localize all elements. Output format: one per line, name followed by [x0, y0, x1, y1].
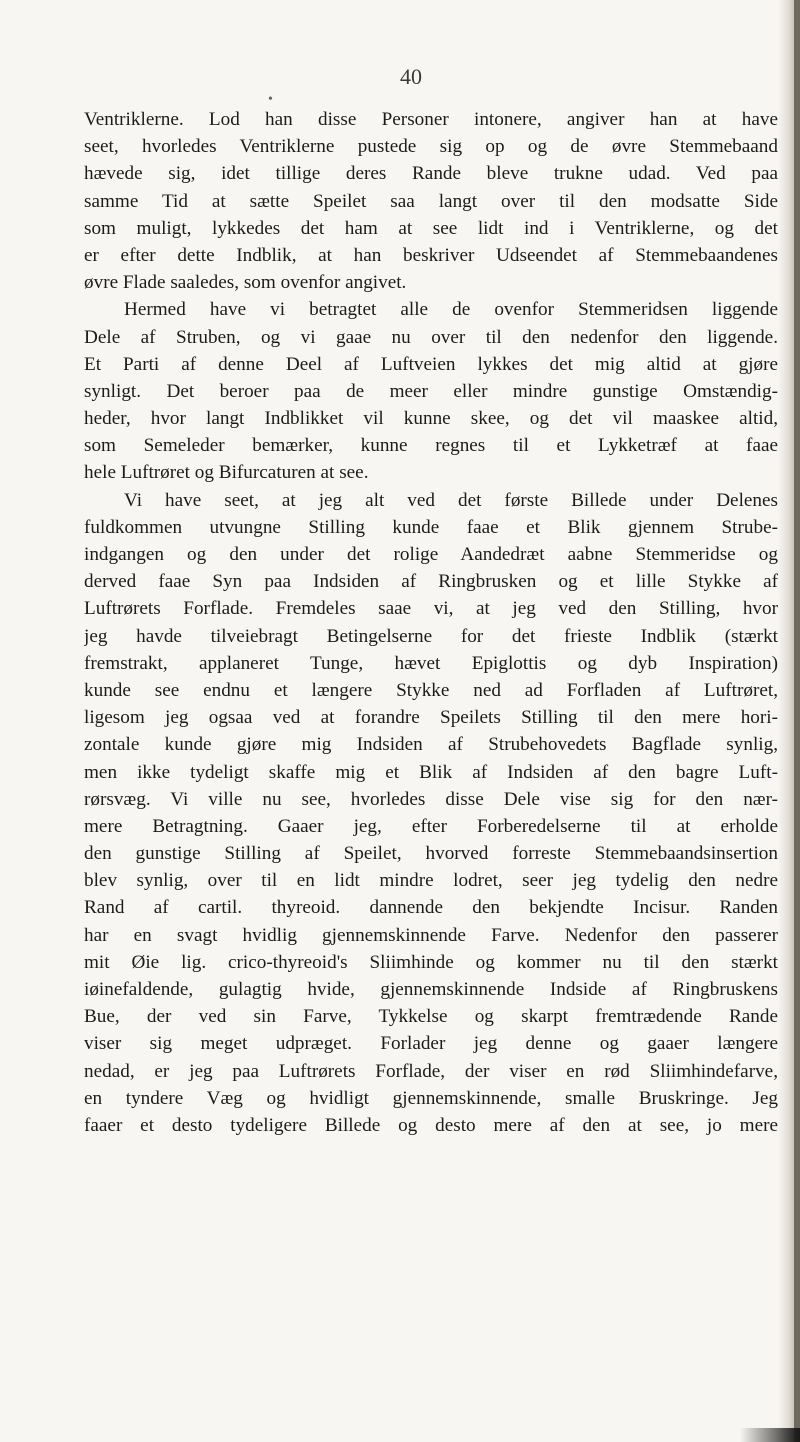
text-line: Bue, der ved sin Farve, Tykkelse og skarpt fremtrædende Rande	[84, 1006, 778, 1028]
text-line: samme Tid at sætte Speilet saa langt over til den modsatte Side	[84, 190, 778, 212]
text-line: som muligt, lykkedes det ham at see lidt ind i Ventriklerne, og det	[84, 217, 778, 239]
text-line: den gunstige Stilling af Speilet, hvorved forreste Stemmebaandsinsertion	[84, 843, 778, 865]
text-line: kunde see endnu et længere Stykke ned ad Forfladen af Luftrøret,	[84, 679, 778, 701]
text-line: Hermed have vi betragtet alle de ovenfor Stemmeridsen liggende	[124, 299, 778, 321]
text-line: faaer et desto tydeligere Billede og desto mere af den at see, jo mere	[84, 1114, 778, 1136]
body-text	[84, 106, 778, 1139]
text-line: blev synlig, over til en lidt mindre lodret, seer jeg tydelig den nedre	[84, 870, 778, 892]
text-line: derved faae Syn paa Indsiden af Ringbrusken og et lille Stykke af	[84, 571, 778, 593]
text-line: ligesom jeg ogsaa ved at forandre Speilets Stilling til den mere hori-	[84, 707, 778, 729]
page-number: 40	[400, 64, 422, 89]
text-line: mere Betragtning. Gaaer jeg, efter Forberedelserne til at erholde	[84, 815, 778, 837]
text-line: som Semeleder bemærker, kunne regnes til et Lykketræf at faae	[84, 435, 778, 457]
text-line: hele Luftrøret og Bifurcaturen at see.	[84, 462, 369, 484]
text-line: fremstrakt, applaneret Tunge, hævet Epiglottis og dyb Inspiration)	[84, 652, 778, 674]
text-line: har en svagt hvidlig gjennemskinnende Farve. Nedenfor den passerer	[84, 924, 778, 946]
text-line: fuldkommen utvungne Stilling kunde faae et Blik gjennem Strube-	[84, 516, 778, 538]
text-line: rørsvæg. Vi ville nu see, hvorledes disse Dele vise sig for den nær-	[84, 788, 778, 810]
text-line: men ikke tydeligt skaffe mig et Blik af Indsiden af den bagre Luft-	[84, 761, 778, 783]
text-line: hævede sig, idet tillige deres Rande bleve trukne udad. Ved paa	[84, 163, 778, 185]
stray-mark: •	[268, 92, 273, 107]
text-line: mit Øie lig. crico-thyreoid's Sliimhinde og kommer nu til den stærkt	[84, 951, 778, 973]
text-line: iøinefaldende, gulagtig hvide, gjennemskinnende Indside af Ringbruskens	[84, 979, 778, 1000]
text-line: heder, hvor langt Indblikket vil kunne skee, og det vil maaskee altid,	[84, 408, 778, 430]
text-line: Ventriklerne. Lod han disse Personer intonere, angiver han at have	[84, 109, 778, 130]
text-line: seet, hvorledes Ventriklerne pustede sig op og de øvre Stemmebaand	[84, 136, 778, 158]
text-line: viser sig meget udpræget. Forlader jeg denne og gaaer længere	[84, 1033, 778, 1055]
text-line: er efter dette Indblik, at han beskriver Udseendet af Stemmebaandenes	[84, 244, 778, 266]
text-line: Et Parti af denne Deel af Luftveien lykkes det mig altid at gjøre	[84, 353, 778, 375]
text-line: Luftrørets Forflade. Fremdeles saae vi, at jeg ved den Stilling, hvor	[84, 598, 778, 620]
text-line: Rand af cartil. thyreoid. dannende den bekjendte Incisur. Randen	[84, 897, 778, 919]
text-line: en tyndere Væg og hvidligt gjennemskinnende, smalle Bruskringe. Jeg	[84, 1087, 778, 1109]
text-line: øvre Flade saaledes, som ovenfor angivet.	[84, 272, 407, 294]
text-line: Vi have seet, at jeg alt ved det første Billede under Delenes	[124, 489, 778, 511]
text-line: nedad, er jeg paa Luftrørets Forflade, der viser en rød Sliimhindefarve,	[84, 1060, 778, 1082]
text-line: indgangen og den under det rolige Aandedræt aabne Stemmeridse og	[84, 544, 778, 565]
scan-corner-mark	[740, 1428, 800, 1442]
text-line: zontale kunde gjøre mig Indsiden af Strubehovedets Bagflade synlig,	[84, 734, 778, 756]
text-line: jeg havde tilveiebragt Betingelserne for det frieste Indblik (stærkt	[84, 625, 778, 647]
book-spine-edge	[794, 0, 800, 1442]
text-line: Dele af Struben, og vi gaae nu over til den nedenfor den liggende.	[84, 326, 778, 348]
text-line: synligt. Det beroer paa de meer eller mindre gunstige Omstændig-	[84, 380, 778, 402]
